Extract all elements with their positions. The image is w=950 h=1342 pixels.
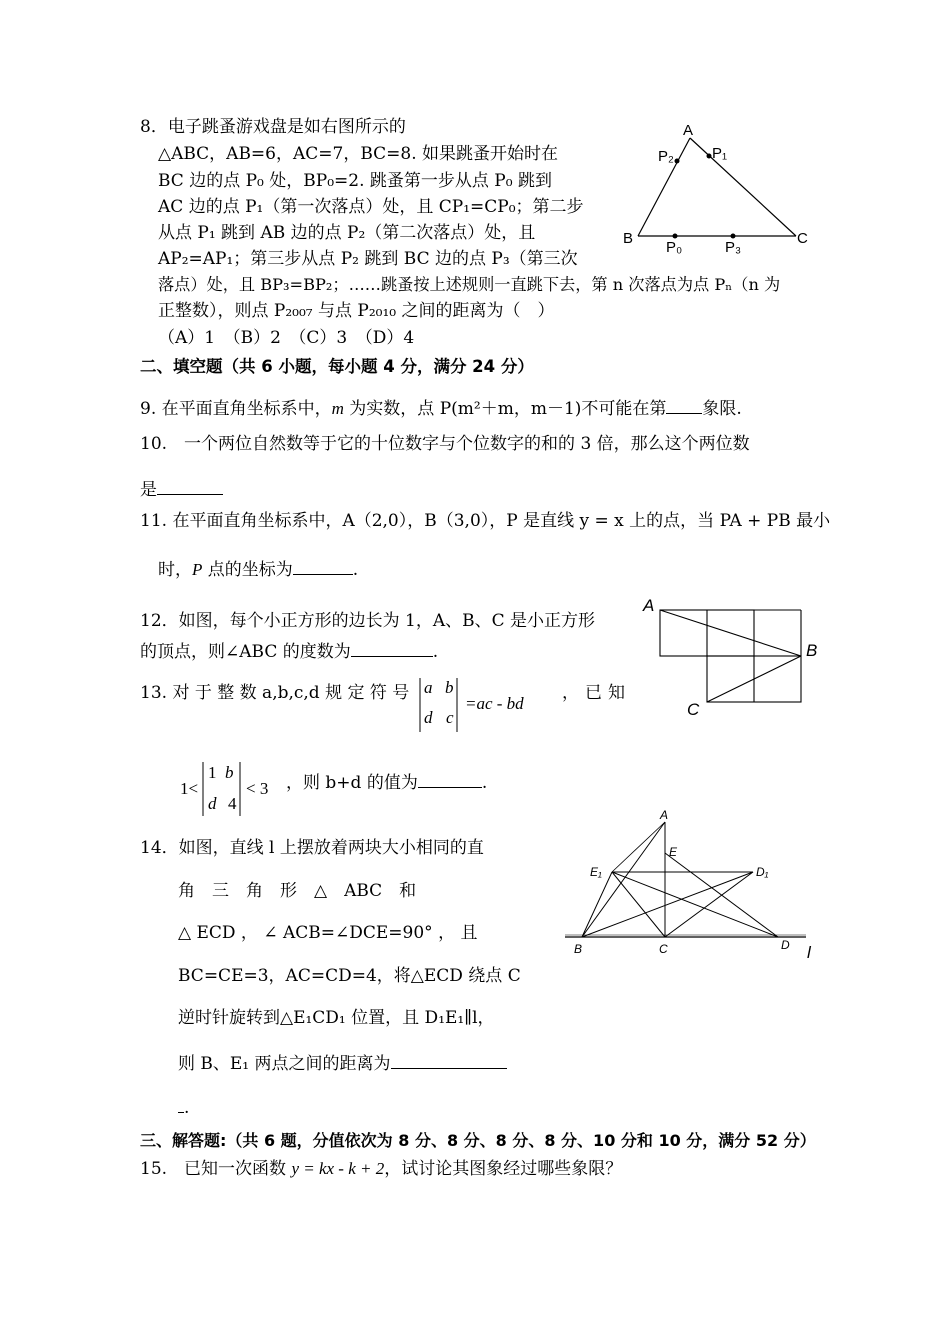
- q8-line-1: 8．电子跳蚤游戏盘是如右图所示的: [140, 117, 406, 137]
- rot-label-d: D: [781, 938, 790, 952]
- rot-label-d1: D₁: [756, 865, 769, 879]
- q13-cond-d: d: [208, 794, 217, 813]
- triangle-figure: [620, 118, 820, 258]
- grid-label-a: A: [643, 596, 655, 615]
- triangle-label-p1: P₁: [712, 145, 728, 162]
- q12-line-2: 的顶点，则∠ABC 的度数为 .: [140, 638, 438, 663]
- q14-line-4: BC=CE=3，AC=CD=4，将△ECD 绕点 C: [178, 966, 521, 986]
- q11-line-2: 时，P 点的坐标为 .: [158, 556, 358, 581]
- q13-question: ，则 b+d 的值为 .: [286, 769, 487, 794]
- triangle-label-p0: P₀: [666, 239, 683, 256]
- q8-line-2: △ABC，AB=6，AC=7，BC=8. 如果跳蚤开始时在: [158, 144, 559, 164]
- q13-matrix-c: c: [446, 708, 454, 727]
- triangle-label-a: A: [683, 122, 694, 139]
- rot-label-b: B: [574, 942, 583, 956]
- q13-matrix-b: b: [445, 678, 454, 697]
- q14-answer-blank[interactable]: [391, 1050, 507, 1069]
- q13-matrix-a: a: [424, 678, 433, 697]
- q14-line-1: 14．如图，直线 l 上摆放着两块大小相同的直: [140, 838, 484, 858]
- q14-line-3: △ ECD ， ∠ ACB=∠DCE=90° ， 且: [178, 923, 478, 943]
- q10-line-2: 是: [140, 476, 223, 501]
- q12-answer-blank[interactable]: [351, 638, 433, 657]
- q15: 15. 已知一次函数 y = kx - k + 2，试讨论其图象经过哪些象限？: [140, 1159, 623, 1179]
- q9: 9. 在平面直角坐标系中，m 为实数，点 P(m²＋m，m－1)不可能在第 象限.: [140, 395, 742, 420]
- grid-label-c: C: [687, 700, 700, 719]
- rot-label-a: A: [660, 808, 669, 822]
- triangle-label-c: C: [797, 230, 808, 247]
- rot-label-e: E: [669, 845, 678, 859]
- q13-suffix: ，已知: [562, 683, 631, 703]
- triangle-label-p2: P₂: [658, 148, 674, 165]
- q14-line-5: 逆时针旋转到△E₁CD₁ 位置，且 D₁E₁∥l，: [178, 1008, 495, 1028]
- section-2-title: 二、填空题（共 6 小题，每小题 4 分，满分 24 分）: [140, 357, 534, 376]
- rotation-figure: [562, 806, 832, 966]
- q10-line-1: 10. 一个两位自然数等于它的十位数字与个位数字的和的 3 倍，那么这个两位数: [140, 434, 750, 454]
- q11-answer-blank[interactable]: [293, 556, 353, 575]
- triangle-label-p3: P₃: [725, 239, 742, 256]
- q13-cond-b: b: [225, 763, 234, 782]
- q13-answer-blank[interactable]: [418, 769, 482, 788]
- rot-label-l: l: [807, 943, 811, 962]
- q8-line-6: AP₂=AP₁；第三步从点 P₂ 跳到 BC 边的点 P₃（第三次: [158, 249, 578, 269]
- q8-line-3: BC 边的点 P₀ 处，BP₀=2. 跳蚤第一步从点 P₀ 跳到: [158, 171, 552, 191]
- q13-prefix: 13. 对 于 整 数 a,b,c,d 规 定 符 号: [140, 683, 410, 703]
- q13-condition-right: < 3: [246, 779, 269, 798]
- q14-line-6: 则 B、E₁ 两点之间的距离为: [178, 1050, 507, 1075]
- q14-line-7: .: [178, 1094, 189, 1119]
- grid-label-b: B: [806, 641, 818, 660]
- section-3-title: 三、解答题:（共 6 题，分值依次为 8 分、8 分、8 分、8 分、10 分和 10 分，满分 52 分）: [140, 1131, 816, 1150]
- q11-line-1: 11. 在平面直角坐标系中，A（2,0），B（3,0），P 是直线 y = x 上的点，当 PA + PB 最小: [140, 511, 831, 531]
- q8-line-8: 正整数），则点 P₂₀₀₇ 与点 P₂₀₁₀ 之间的距离为（ ）: [158, 301, 555, 321]
- q13-rhs: =ac - bd: [465, 694, 524, 713]
- q13-condition-left: 1<: [180, 779, 199, 798]
- q13-cond-4: 4: [228, 794, 237, 813]
- q14-line-2: 角 三 角 形 △ ABC 和: [178, 881, 417, 901]
- grid-figure: [640, 594, 830, 724]
- q8-options: （A）1 （B）2 （C）3 （D）4: [158, 328, 415, 348]
- q10-answer-blank[interactable]: [157, 476, 223, 495]
- q13-matrix-d: d: [424, 708, 433, 727]
- triangle-label-b: B: [623, 230, 634, 247]
- q8-line-5: 从点 P₁ 跳到 AB 边的点 P₂（第二次落点）处，且: [158, 223, 536, 243]
- q13-cond-1: 1: [208, 763, 217, 782]
- q12-line-1: 12．如图，每个小正方形的边长为 1，A、B、C 是小正方形: [140, 611, 596, 631]
- q8-line-7: 落点）处，且 BP₃=BP₂；……跳蚤按上述规则一直跳下去，第 n 次落点为点 Pₙ（n 为: [158, 275, 781, 294]
- q9-answer-blank[interactable]: [666, 395, 702, 414]
- rot-label-c: C: [659, 942, 668, 956]
- rot-label-e1: E₁: [590, 865, 602, 879]
- q8-line-4: AC 边的点 P₁（第一次落点）处，且 CP₁=CP₀；第二步: [158, 197, 584, 217]
